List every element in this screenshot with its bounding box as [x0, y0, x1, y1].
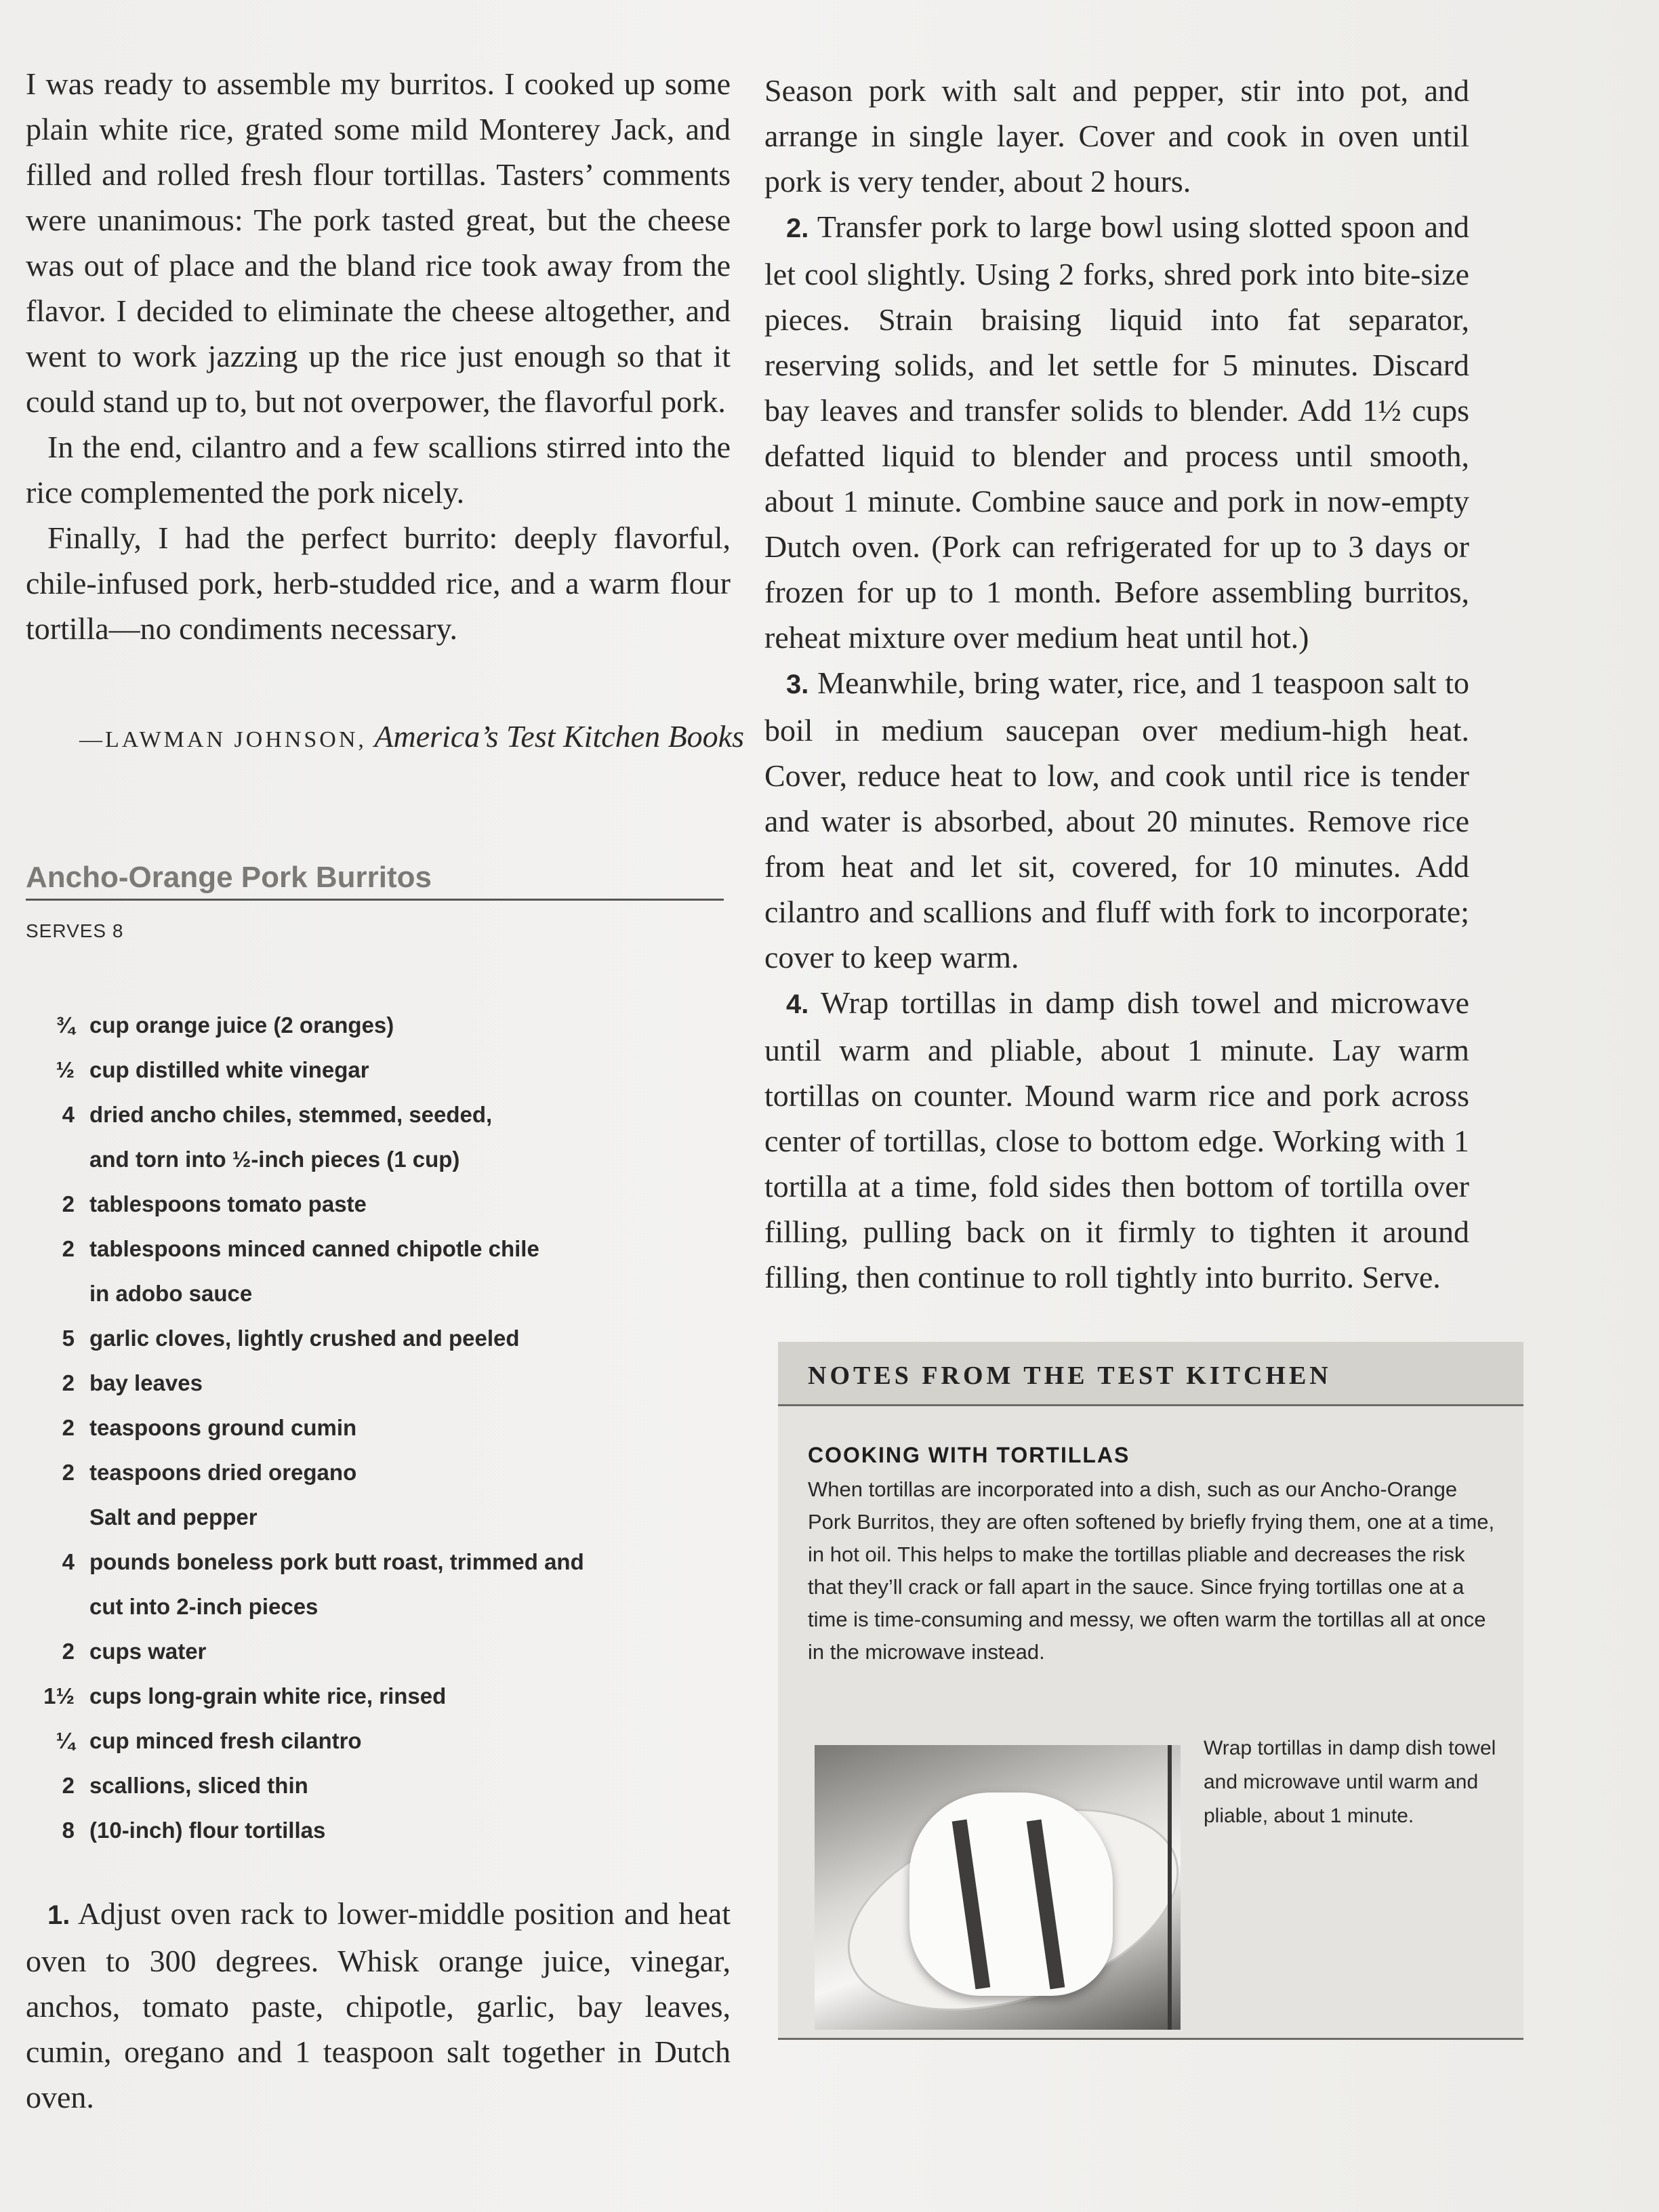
ingredient-text: [89, 1048, 731, 1092]
steps-continued: [764, 68, 1469, 1300]
ingredient-quantity: ½: [56, 1057, 75, 1082]
ingredient-text: [89, 1361, 731, 1406]
ingredient-line: tablespoons tomato paste: [89, 1191, 367, 1216]
ingredient-text: [89, 1674, 731, 1719]
ingredient-item: [26, 1450, 731, 1495]
notes-sidebar: [778, 1342, 1523, 2040]
ingredient-line: dried ancho chiles, stemmed, seeded,: [89, 1102, 493, 1127]
ingredient-text: [89, 1808, 731, 1853]
step-1: [26, 1891, 731, 2120]
intro-text: [26, 61, 731, 651]
ingredient-item: [26, 1808, 731, 1853]
ingredient-quantity: 2: [62, 1415, 75, 1440]
ingredient-text: [89, 1719, 731, 1763]
ingredient-item: [26, 1629, 731, 1674]
notes-bottom-rule: [778, 2038, 1523, 2040]
ingredient-line: cup minced fresh cilantro: [89, 1728, 362, 1753]
intro-paragraph: I was ready to assemble my burritos. I cooked up some plain white rice, grated some mild Monterey Jack, and filled and rolled fresh flour tortillas. Tasters’ comments were unanimous: The pork tasted great, but the cheese was out of place and the bland rice took away from the flavor. I decided to eliminate the cheese altogether, and went to work jazzing up the rice just enough so that it could stand up to, but not overpower, the flavorful pork.: [26, 66, 731, 419]
ingredient-item: [26, 1316, 731, 1361]
step-number: 3.: [786, 670, 809, 699]
ingredient-quantity: ¼: [56, 1728, 75, 1753]
ingredient-text: [89, 1629, 731, 1674]
byline: [53, 718, 744, 754]
ingredient-line: cups long-grain white rice, rinsed: [89, 1683, 447, 1708]
ingredient-item: [26, 1763, 731, 1808]
ingredient-line: teaspoons ground cumin: [89, 1415, 357, 1440]
ingredient-item: [26, 1092, 731, 1182]
ingredient-line: and torn into ½-inch pieces (1 cup): [89, 1147, 460, 1172]
ingredient-quantity: 1½: [43, 1683, 75, 1708]
dish-towel: [909, 1793, 1113, 1996]
step-number: 2.: [786, 213, 809, 243]
author-name: —LAWMAN JOHNSON,: [79, 727, 367, 752]
ingredient-item: [26, 1003, 731, 1048]
ingredient-quantity: 5: [62, 1326, 75, 1351]
ingredient-line: cut into 2-inch pieces: [89, 1594, 319, 1619]
ingredient-line: pounds boneless pork butt roast, trimmed and: [89, 1549, 584, 1574]
ingredient-line: (10-inch) flour tortillas: [89, 1818, 326, 1843]
ingredient-text: [89, 1003, 731, 1048]
ingredient-text: [89, 1406, 731, 1450]
ingredient-item: [26, 1227, 731, 1316]
serves-label: SERVES 8: [26, 920, 124, 941]
ingredient-text: [89, 1227, 731, 1316]
step-4: [764, 980, 1469, 1300]
step-text: Meanwhile, bring water, rice, and 1 teaspoon salt to boil in medium saucepan over medium-high heat. Cover, reduce heat to low, and cook until rice is tender and water is absorbed, about 20 minutes. Remove rice from heat and let sit, covered, for 10 minutes. Add cilantro and scallions and fluff with fork to incorporate; cover to keep warm.: [764, 665, 1469, 975]
ingredient-line: bay leaves: [89, 1370, 203, 1395]
ingredient-quantity: [26, 1495, 89, 1540]
ingredient-quantity: 2: [62, 1370, 75, 1395]
step-paragraph: [26, 1891, 731, 2120]
ingredient-item: [26, 1674, 731, 1719]
ingredient-text: [89, 1182, 731, 1227]
ingredient-item: [26, 1182, 731, 1227]
ingredient-line: cups water: [89, 1639, 207, 1664]
ingredient-text: [89, 1763, 731, 1808]
recipe-title: Ancho-Orange Pork Burritos: [26, 861, 724, 901]
ingredient-list: [26, 1003, 731, 1853]
ingredient-text: [89, 1092, 731, 1182]
ingredient-quantity: 2: [62, 1460, 75, 1485]
ingredient-text: [89, 1450, 731, 1495]
ingredient-line: cup distilled white vinegar: [89, 1057, 369, 1082]
ingredient-line: scallions, sliced thin: [89, 1773, 308, 1798]
ingredient-quantity: 4: [62, 1102, 75, 1127]
step-3: [764, 660, 1469, 980]
ingredient-quantity: 2: [62, 1191, 75, 1216]
tortilla-photo: [815, 1745, 1181, 2030]
photo-caption: Wrap tortillas in damp dish towel and microwave until warm and pliable, about 1 minute.: [1204, 1737, 1496, 1827]
ingredient-item: [26, 1540, 731, 1629]
ingredient-item: [26, 1406, 731, 1450]
step-text: Wrap tortillas in damp dish towel and microwave until warm and pliable, about 1 minute. Lay warm tortillas on counter. Mound warm rice and pork across center of tortillas, close to bottom edge. Working with 1 tortilla at a time, fold sides then bottom of tortilla over filling, pulling back on it firmly to tighten it around filling, then continue to roll tightly into burrito. Serve.: [764, 985, 1469, 1294]
ingredient-item: [26, 1048, 731, 1092]
step-2: [764, 204, 1469, 660]
book-title: America’s Test Kitchen Books: [374, 719, 744, 754]
step-text: Transfer pork to large bowl using slotted spoon and let cool slightly. Using 2 forks, shred pork into bite-size pieces. Strain braising liquid into fat separator, reserving solids, and let settle for 5 minutes. Discard bay leaves and transfer solids to blender. Add 1½ cups defatted liquid to blender and process until smooth, about 1 minute. Combine sauce and pork in now-empty Dutch oven. (Pork can refrigerated for up to 3 days or frozen for up to 1 month. Before assembling burritos, reheat mixture over medium heat until hot.): [764, 209, 1470, 655]
ingredient-line: tablespoons minced canned chipotle chile: [89, 1236, 539, 1261]
ingredient-line: in adobo sauce: [89, 1281, 253, 1306]
ingredient-line: cup orange juice (2 oranges): [89, 1012, 394, 1038]
ingredient-line: Salt and pepper: [89, 1504, 258, 1530]
ingredient-line: garlic cloves, lightly crushed and peeled: [89, 1326, 520, 1351]
ingredient-line: teaspoons dried oregano: [89, 1460, 357, 1485]
ingredient-quantity: 8: [62, 1818, 75, 1843]
step-text: Season pork with salt and pepper, stir into pot, and arrange in single layer. Cover and cook in oven until pork is very tender, about 2 hours.: [764, 73, 1469, 199]
ingredient-text: [89, 1495, 731, 1540]
notes-body: When tortillas are incorporated into a dish, such as our Ancho-Orange Pork Burritos, they are often softened by briefly frying them, one at a time, in hot oil. This helps to make the tortillas pliable and decreases the risk that they’ll crack or fall apart in the sauce. Since frying tortillas one at a time is time-consuming and messy, we often warm the tortillas all at once in the microwave instead.: [808, 1477, 1495, 1664]
ingredient-quantity: 2: [62, 1236, 75, 1261]
step-number: 1.: [47, 1900, 70, 1930]
intro-paragraph: In the end, cilantro and a few scallions stirred into the rice complemented the pork nicely.: [26, 430, 731, 510]
ingredient-text: [89, 1316, 731, 1361]
ingredient-item: [26, 1719, 731, 1763]
ingredient-quantity: 2: [62, 1639, 75, 1664]
ingredient-item: [26, 1361, 731, 1406]
step-text: Adjust oven rack to lower-middle position and heat oven to 300 degrees. Whisk orange juice, vinegar, anchos, tomato paste, chipotle, garlic, bay leaves, cumin, oregano and 1 teaspoon salt together in Dutch oven.: [26, 1896, 731, 2114]
ingredient-quantity: ¾: [56, 1012, 75, 1038]
notes-header: NOTES FROM THE TEST KITCHEN: [778, 1342, 1523, 1406]
ingredient-quantity: 2: [62, 1773, 75, 1798]
step-number: 4.: [786, 989, 809, 1019]
ingredient-text: [89, 1540, 731, 1629]
notes-subheading: COOKING WITH TORTILLAS: [808, 1443, 1130, 1467]
ingredient-quantity: 4: [62, 1549, 75, 1574]
photo-divider: [1168, 1745, 1172, 2030]
intro-paragraph: Finally, I had the perfect burrito: deeply flavorful, chile-infused pork, herb-studded rice, and a warm flour tortilla—no condiments necessary.: [26, 520, 731, 646]
ingredient-item: [26, 1495, 731, 1540]
